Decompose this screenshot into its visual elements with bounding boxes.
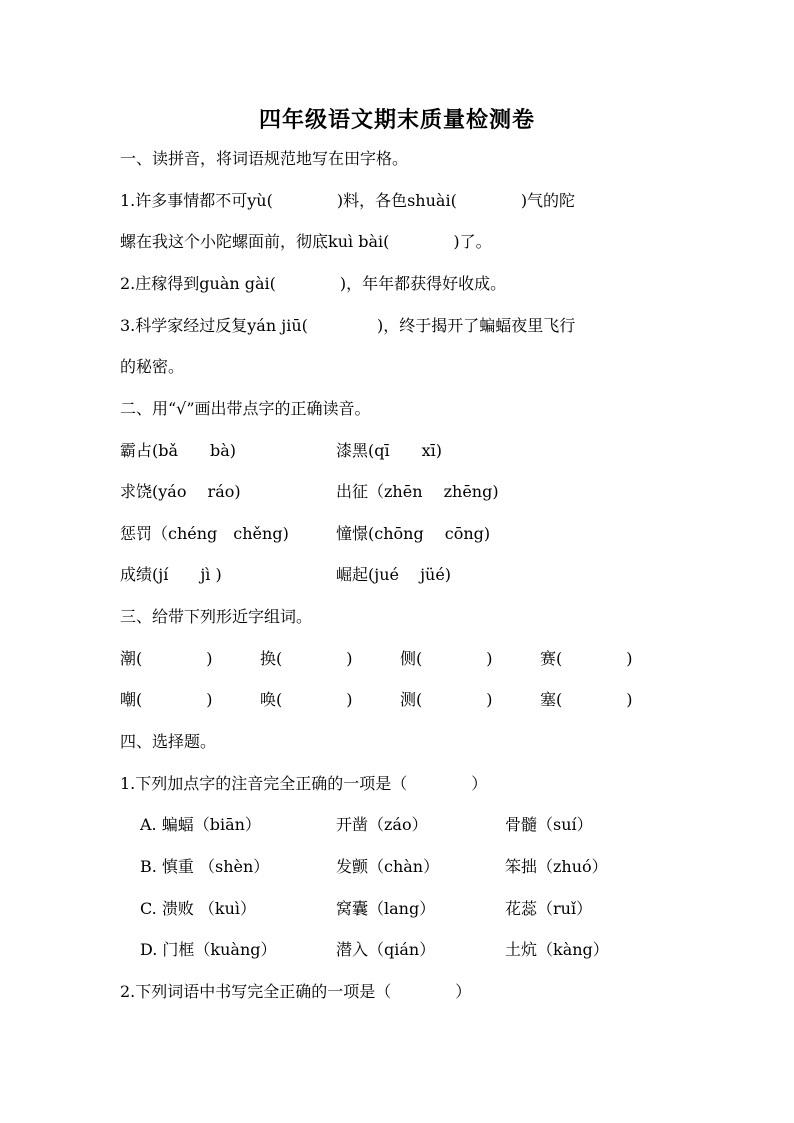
question-text: 2.庄稼得到guàn gài( )，年年都获得好收成。 [120, 274, 507, 293]
option-item: 发颤（chàn） [336, 857, 440, 876]
word-blank: 嘲( ) [120, 690, 213, 709]
option-item: 窝囊（lang） [336, 899, 436, 918]
question-text: 的秘密。 [120, 357, 185, 376]
option-item: C. 溃败 （kuì） [140, 899, 257, 918]
pinyin-choice-item: 出征（zhēn zhēng) [336, 482, 499, 501]
option-item: 笨拙（zhuó） [505, 857, 608, 876]
question-text: 3.科学家经过反复yán jiū( )，终于揭开了蝙蝠夜里飞行 [120, 316, 576, 335]
word-blank: 唤( ) [260, 690, 353, 709]
section3-heading: 三、给带下列形近字组词。 [120, 607, 313, 626]
word-blank: 塞( ) [540, 690, 633, 709]
pinyin-choice-item: 崛起(jué jüé) [336, 565, 452, 584]
word-blank: 测( ) [400, 690, 493, 709]
word-blank: 侧( ) [400, 649, 493, 668]
word-blank: 潮( ) [120, 649, 213, 668]
section1-heading: 一、读拼音，将词语规范地写在田字格。 [120, 149, 409, 168]
pinyin-choice-item: 求饶(yáo ráo) [120, 482, 241, 501]
page-title: 四年级语文期末质量检测卷 [258, 108, 535, 133]
option-item: B. 慎重 （shèn） [140, 857, 270, 876]
question-text: 1.许多事情都不可yù( )料，各色shuài( )气的陀 [120, 191, 576, 210]
question-text: 螺在我这个小陀螺面前，彻底kuì bài( )了。 [120, 232, 492, 251]
section2-heading: 二、用“√”画出带点字的正确读音。 [120, 399, 371, 418]
pinyin-choice-item: 憧憬(chōng cōng) [336, 524, 491, 543]
option-item: A. 蝙蝠（biān） [140, 815, 261, 834]
pinyin-choice-item: 成绩(jí jì ) [120, 565, 222, 584]
question-text: 2.下列词语中书写完全正确的一项是（ ） [120, 982, 472, 1001]
word-blank: 换( ) [260, 649, 353, 668]
section4-heading: 四、选择题。 [120, 732, 217, 751]
option-item: D. 门框（kuàng） [140, 940, 277, 959]
option-item: 开凿（záo） [336, 815, 428, 834]
word-blank: 赛( ) [540, 649, 633, 668]
option-item: 花蕊（ruǐ） [505, 899, 593, 918]
pinyin-choice-item: 霸占(bǎ bà) [120, 441, 237, 460]
question-text: 1.下列加点字的注音完全正确的一项是（ ） [120, 774, 488, 793]
option-item: 土炕（kàng） [505, 940, 609, 959]
pinyin-choice-item: 漆黑(qī xī) [336, 441, 442, 460]
option-item: 骨髓（suí） [505, 815, 593, 834]
option-item: 潜入（qián） [336, 940, 436, 959]
pinyin-choice-item: 惩罚（chéng chěng) [120, 524, 289, 543]
